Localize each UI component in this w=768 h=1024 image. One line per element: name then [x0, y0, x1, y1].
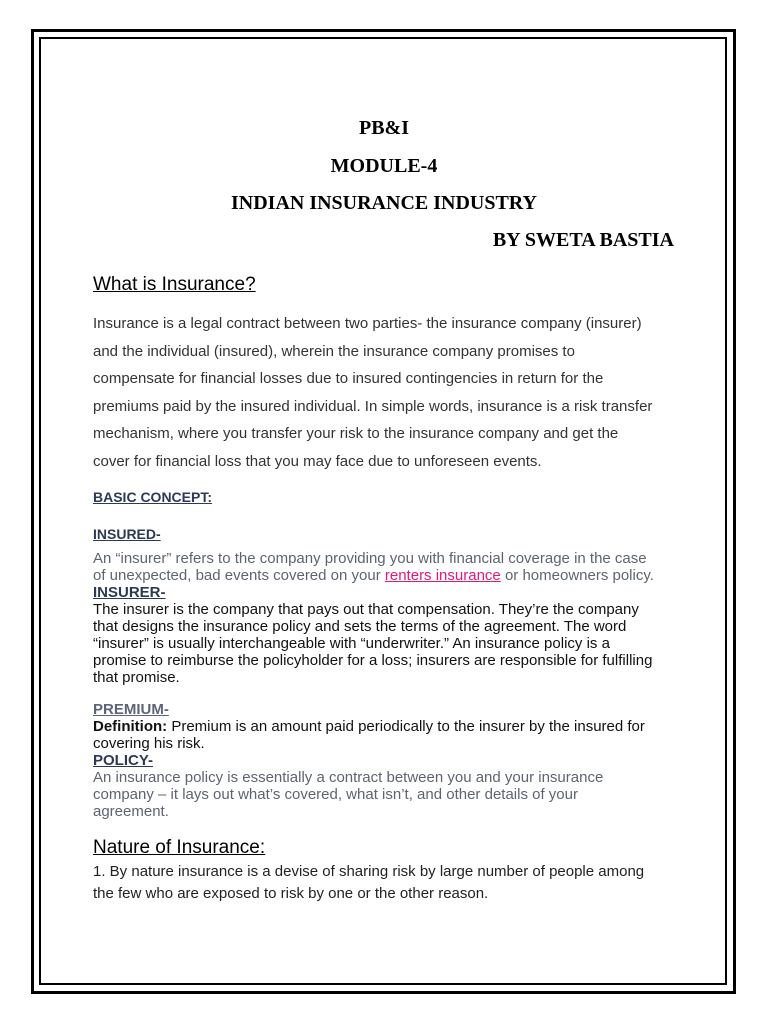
what-is-insurance-paragraph: [93, 315, 683, 480]
basic-concept-heading: BASIC CONCEPT:: [93, 489, 213, 505]
definition-line: [93, 718, 683, 735]
nature-of-insurance-heading: Nature of Insurance:: [93, 837, 266, 858]
paragraph-line: 1. By nature insurance is a devise of sharing risk by large number of people among: [93, 863, 645, 880]
paragraph-line: cover for financial loss that you may face due to unforeseen events.: [93, 452, 542, 470]
paragraph-line: and the individual (insured), wherein the insurance company promises to: [93, 342, 575, 360]
definition-line: promise to reimburse the policyholder for a loss; insurers are responsible for fulfilling: [93, 652, 653, 669]
definition-line: The insurer is the company that pays out that compensation. They’re the company: [93, 601, 639, 618]
nature-of-insurance-paragraph: [93, 863, 683, 907]
line-text: or homeowners policy.: [500, 567, 654, 584]
line-text: of unexpected, bad events covered on your: [93, 567, 385, 584]
author-line: BY SWETA BASTIA: [492, 229, 674, 251]
line-text: Premium is an amount paid periodically to the insurer by the insured for: [167, 718, 645, 735]
policy-label-line: [93, 752, 683, 769]
definition-line: company – it lays out what’s covered, what isn’t, and other details of your: [93, 786, 578, 803]
definition-line: that promise.: [93, 669, 180, 686]
definition-label: Definition:: [93, 718, 168, 735]
paragraph-line: Insurance is a legal contract between two parties- the insurance company (insurer): [93, 315, 642, 332]
renters-insurance-link[interactable]: renters insurance: [384, 567, 501, 584]
paragraph-line: the few who are exposed to risk by one or the other reason.: [93, 885, 489, 902]
definition-line: An insurance policy is essentially a contract between you and your insurance: [93, 769, 604, 786]
premium-label-line: [93, 701, 683, 718]
premium-label: PREMIUM-: [93, 701, 169, 718]
insured-definition: [93, 550, 683, 584]
what-is-insurance-heading: What is Insurance?: [93, 274, 256, 295]
definition-line: “insurer” is usually interchangeable with “underwriter.” An insurance policy is a: [93, 635, 610, 652]
course-title: PB&I: [359, 117, 409, 139]
definition-line: An “insurer” refers to the company providing you with financial coverage in the case: [93, 550, 647, 567]
definition-line: agreement.: [93, 803, 169, 820]
policy-definition: [93, 752, 683, 820]
insured-label: INSURED-: [93, 526, 161, 542]
paragraph-line: compensate for financial losses due to insured contingencies in return for the: [93, 370, 604, 387]
paragraph-line: premiums paid by the insured individual. In simple words, insurance is a risk transfer: [93, 397, 653, 415]
policy-label: POLICY-: [93, 752, 154, 769]
insurer-definition: [93, 584, 683, 686]
definition-line: that designs the insurance policy and sets the terms of the agreement. The word: [93, 618, 627, 635]
module-title: MODULE-4: [330, 155, 438, 177]
definition-line: covering his risk.: [93, 735, 205, 752]
paragraph-line: mechanism, where you transfer your risk to the insurance company and get the: [93, 425, 619, 442]
definition-line: [93, 567, 683, 584]
premium-definition: [93, 701, 683, 752]
document-title: INDIAN INSURANCE INDUSTRY: [230, 192, 537, 214]
insurer-label-line: [93, 584, 683, 601]
insurer-label: INSURER-: [93, 584, 166, 601]
